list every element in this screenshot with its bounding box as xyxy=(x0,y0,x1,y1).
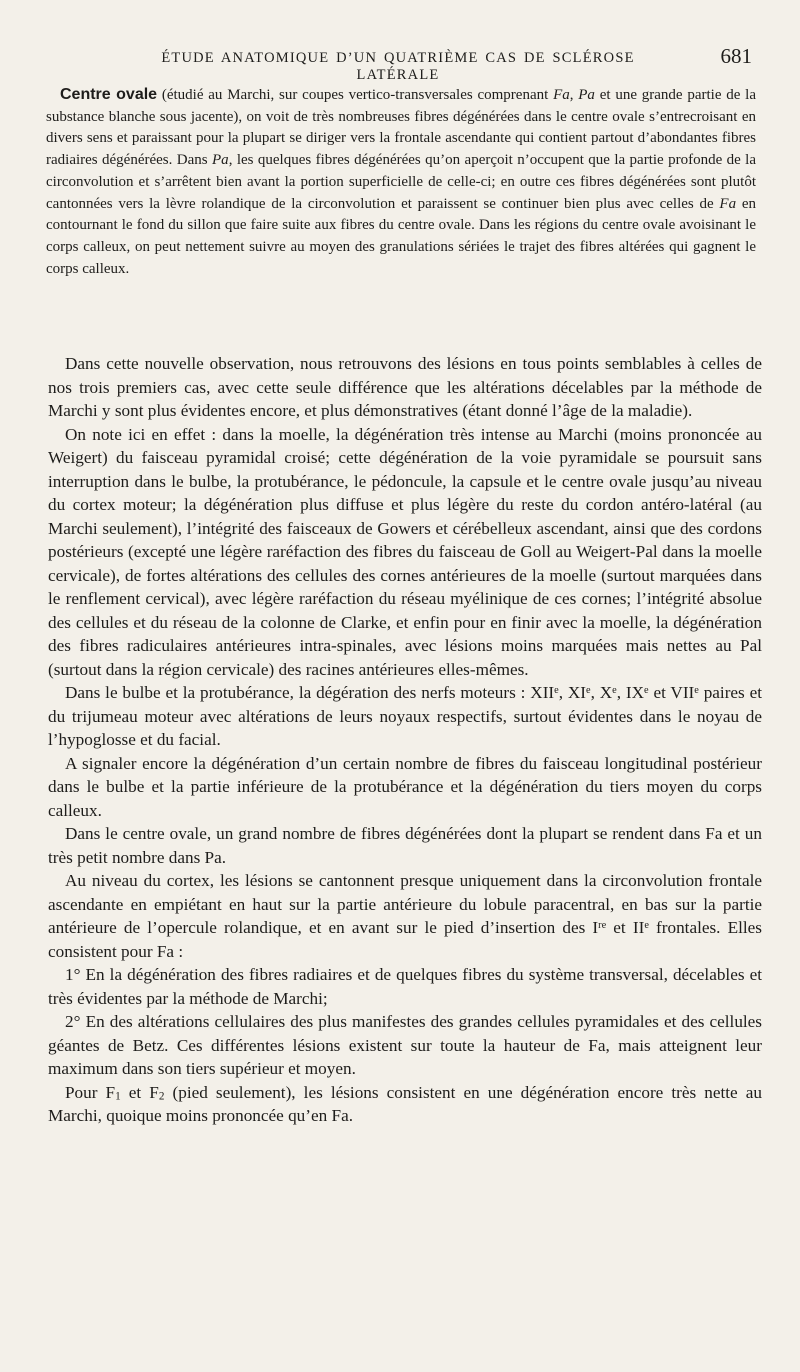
paragraph: On note ici en effet : dans la moelle, la dégénération très intense au Marchi (moins prononcée au Weigert) du faisceau pyramidal croisé; cette dégénération de la voie pyramidale se poursuit sans interruption dans le bulbe, la protubérance, le pédoncule, la capsule et le centre ovale jusqu’au niveau du cortex moteur; la dégénération plus diffuse et plus légère du reste du cordon antéro-latéral (au Marchi seulement), l’intégrité des faisceaux de Gowers et cérébelleux ascendant, ainsi que des cordons postérieurs (excepté une légère raréfaction des fibres du faisceau de Goll au Weigert-Pal dans la moelle cervicale), de fortes altérations des cellules des cornes antérieures de la moelle (surtout marquées dans le renflement cervical), avec légère raréfaction du réseau myélinique de ces cornes; l’intégrité absolue des cellules et du réseau de la colonne de Clarke, et enfin pour en finir avec la moelle, la dégénération des fibres radiculaires antérieures intra-spinales, avec lésions moins marquées mais nettes au Pal (surtout dans la région cervicale) des racines antérieures elles-mêmes. xyxy=(48,424,762,679)
text-run: et II xyxy=(606,918,645,937)
note-italic-pa: Pa xyxy=(578,87,595,103)
text-run: paires et du trijumeau moteur avec altérations de leurs noyaux respectifs, surtout évidentes dans le noyau de l’hypoglosse et du facial. xyxy=(48,683,763,749)
text-run: frontales. Elles consistent pour Fa : xyxy=(48,918,762,961)
text-run: et VII xyxy=(648,683,695,702)
subscript: 1 xyxy=(115,1090,121,1103)
paragraph xyxy=(48,1081,762,1128)
paragraph: Dans cette nouvelle observation, nous retrouvons des lésions en tous points semblables à celles de nos trois premiers cas, avec cette seule différence que les altérations décelables par la méthode de Marchi y sont plus évidentes encore, et plus démonstratives (étant donné l’âge de la maladie). xyxy=(48,354,762,420)
note-text: en contournant le fond du sillon que faire suite aux fibres du centre ovale. Dans les régions du centre ovale avoisinant le corps calleux, on peut nettement suivre au moyen des granulations sériées le trajet des fibres altérées qui gagnent le corps calleux. xyxy=(46,195,756,277)
text-run: Pour F xyxy=(65,1082,116,1102)
centre-ovale-note xyxy=(46,84,756,280)
note-text: (étudié au Marchi, sur coupes vertico-transversales comprenant xyxy=(157,87,554,103)
note-italic-fa: Fa xyxy=(553,87,570,103)
note-text: , xyxy=(569,87,579,103)
text-run: , XI xyxy=(558,683,587,702)
superscript: e xyxy=(644,919,649,931)
paragraph: Dans le centre ovale, un grand nombre de fibres dégénérées dont la plupart se rendent dans Fa et un très petit nombre dans Pa. xyxy=(48,824,762,867)
note-text: , les quelques fibres dégénérées qu’on aperçoit n’occupent que la partie profonde de la circonvolution et s’arrêtent bien avant la portion superficielle de celle-ci; en outre ces fibres dégénérées sont plutôt cantonnées vers la lèvre rolandique de la circonvolution et paraissent se continuer bien plus avec celles de xyxy=(46,152,756,212)
superscript: e xyxy=(644,684,649,696)
paragraph: 1° En la dégénération des fibres radiaires et de quelques fibres du système transversal, décelables et très évidentes par la méthode de Marchi; xyxy=(48,965,762,1008)
text-run: (pied seulement), les lésions consistent en une dégénération encore très nette au Marchi, quoique moins prononcée qu’en Fa. xyxy=(48,1082,762,1125)
note-italic-fa: Fa xyxy=(719,195,737,212)
note-text: et une grande partie de la substance blanche sous jacente), on voit de très nombreuses fibres dégénérées dans le centre ovale s’entrecroisant en divers sens et paraissant pour la plupart se diriger vers la frontale ascendante qui contient partout d’abondantes fibres radiaires dégénérées. Dans xyxy=(46,87,757,169)
note-italic-pa: Pa xyxy=(212,152,229,169)
superscript: re xyxy=(598,919,607,931)
subscript: 2 xyxy=(158,1090,165,1103)
note-title: Centre ovale xyxy=(60,86,158,103)
running-head: ÉTUDE ANATOMIQUE D’UN QUATRIÈME CAS DE SCLÉROSE LATÉRALE xyxy=(161,50,635,83)
text-run: , X xyxy=(590,683,613,702)
text-run: Dans le bulbe et la protubérance, la dégération des nerfs moteurs : XII xyxy=(65,683,555,702)
paragraph xyxy=(48,681,762,752)
main-text xyxy=(48,352,762,1128)
page-number: 681 xyxy=(720,44,752,68)
superscript: e xyxy=(554,684,559,696)
page-header xyxy=(0,44,800,83)
superscript: e xyxy=(586,684,591,696)
superscript: e xyxy=(694,684,699,696)
paragraph: 2° En des altérations cellulaires des plus manifestes des grandes cellules pyramidales et des cellules géantes de Betz. Ces différentes lésions existent sur toute la hauteur de Fa, mais atteignent leur maximum dans son tiers supérieur et moyen. xyxy=(48,1012,762,1078)
superscript: e xyxy=(612,684,617,696)
text-run: Au niveau du cortex, les lésions se cantonnent presque uniquement dans la circonvolution frontale ascendante en empiétant en haut sur la partie antérieure du lobule paracentral, en bas sur la partie antérieure de l’opercule rolandique, et en avant sur le pied d’insertion des I xyxy=(48,871,762,937)
text-run: et F xyxy=(120,1082,159,1102)
paragraph xyxy=(48,869,762,963)
paragraph: A signaler encore la dégénération d’un certain nombre de fibres du faisceau longitudinal postérieur dans le bulbe et la partie inférieure de la protubérance et la dégénération du tiers moyen du corps calleux. xyxy=(48,753,762,820)
text-run: , IX xyxy=(616,683,645,702)
note-paragraph xyxy=(46,84,756,280)
